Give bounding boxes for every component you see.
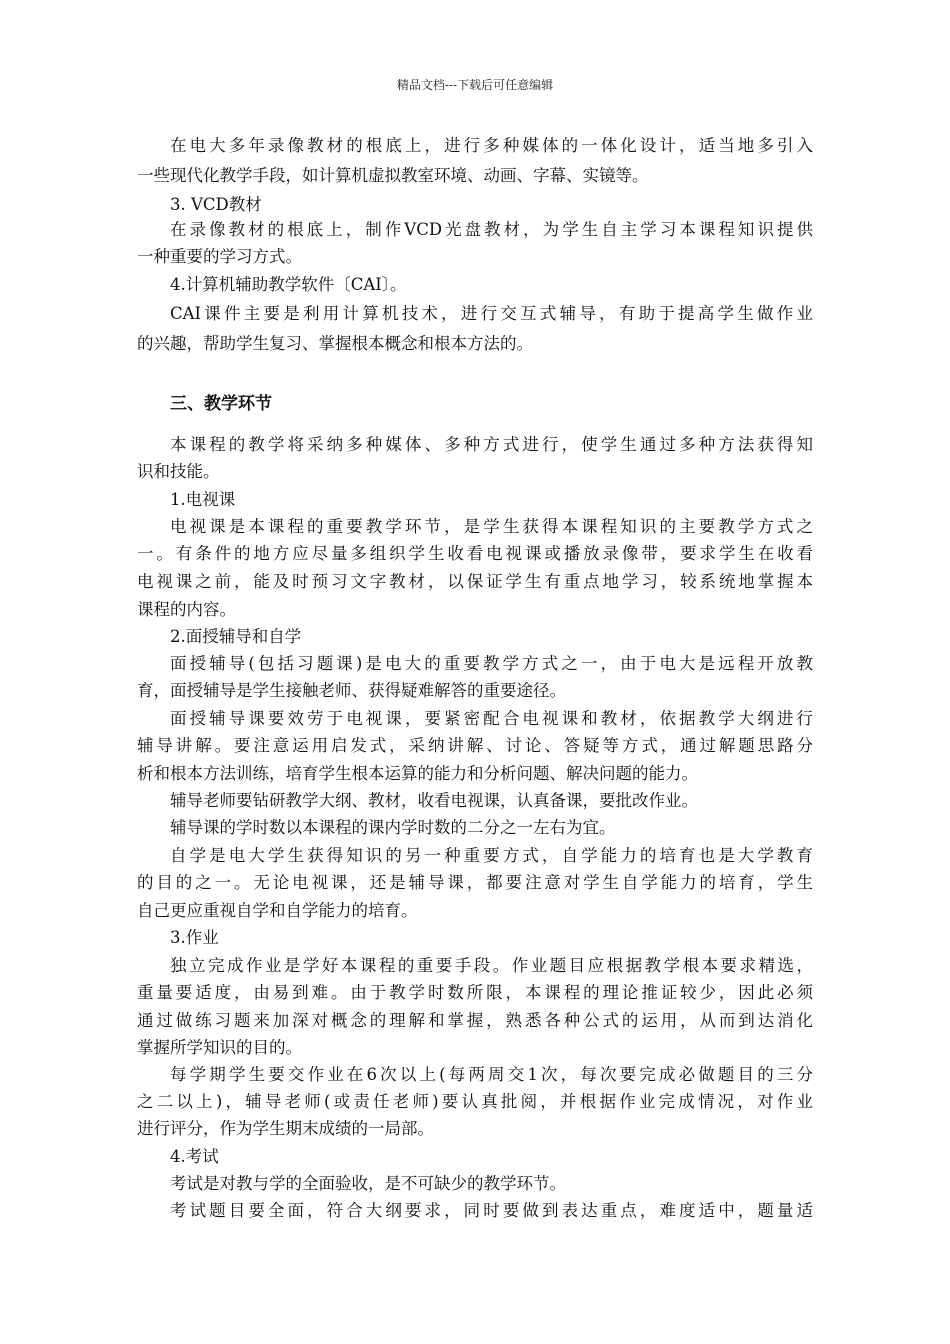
body-line: 电视课是本课程的重要教学环节，是学生获得本课程知识的主要教学方式之 — [170, 517, 813, 536]
body-line: 的目的之一。无论电视课，还是辅导课，都要注意对学生自学能力的培育，学生 — [137, 873, 813, 892]
body-line: 掌握所学知识的目的。 — [137, 1038, 302, 1057]
body-line: 一。有条件的地方应尽量多组织学生收看电视课或播放录像带，要求学生在收看 — [137, 544, 813, 563]
subheading: 2.面授辅导和自学 — [170, 627, 302, 646]
body-line: 在电大多年录像教材的根底上，进行多种媒体的一体化设计，适当地多引入 — [170, 136, 813, 155]
body-line: 本课程的教学将采纳多种媒体、多种方式进行，使学生通过多种方法获得知 — [170, 435, 813, 454]
body-line: 识和技能。 — [137, 462, 220, 481]
body-line: 一些现代化教学手段，如计算机虚拟教室环境、动画、字幕、实镜等。 — [137, 166, 649, 185]
body-line: 的兴趣，帮助学生复习、掌握根本概念和根本方法的。 — [137, 334, 533, 353]
body-line: CAI课件主要是利用计算机技术，进行交互式辅导，有助于提高学生做作业 — [170, 304, 813, 323]
body-line: 独立完成作业是学好本课程的重要手段。作业题目应根据教学根本要求精选， — [170, 956, 813, 975]
subheading: 1.电视课 — [170, 490, 236, 509]
body-line: 辅导老师要钻研教学大纲、教材，收看电视课，认真备课，要批改作业。 — [170, 791, 698, 810]
body-line: 重量要适度，由易到难。由于教学时数所限，本课程的理论推证较少，因此必须 — [137, 983, 813, 1002]
subheading: 4.考试 — [170, 1147, 219, 1166]
subheading: 4.计算机辅助教学软件〔CAI〕。 — [170, 275, 407, 294]
body-line: 面授辅导课要效劳于电视课，要紧密配合电视课和教材，依据教学大纲进行 — [170, 709, 813, 728]
body-line: 辅导讲解。要注意运用启发式，采纳讲解、讨论、答疑等方式，通过解题思路分 — [137, 736, 813, 755]
section-heading: 三、教学环节 — [170, 394, 272, 414]
body-line: 通过做练习题来加深对概念的理解和掌握，熟悉各种公式的运用，从而到达消化 — [137, 1011, 813, 1030]
page-header: 精品文档---下载后可任意编辑 — [396, 78, 554, 92]
body-line: 课程的内容。 — [137, 600, 236, 619]
body-line: 之二以上)，辅导老师(或责任老师)要认真批阅，并根据作业完成情况，对作业 — [137, 1092, 813, 1111]
body-line: 析和根本方法训练，培育学生根本运算的能力和分析问题、解决问题的能力。 — [137, 764, 698, 783]
body-line: 每学期学生要交作业在6次以上(每两周交1次，每次要完成必做题目的三分 — [170, 1065, 813, 1084]
body-line: 电视课之前，能及时预习文字教材，以保证学生有重点地学习，较系统地掌握本 — [137, 572, 813, 591]
body-line: 进行评分，作为学生期末成绩的一局部。 — [137, 1119, 434, 1138]
body-line: 一种重要的学习方式。 — [137, 247, 302, 266]
body-line: 育，面授辅导是学生接触老师、获得疑难解答的重要途径。 — [137, 681, 566, 700]
body-line: 自己更应重视自学和自学能力的培育。 — [137, 901, 418, 920]
body-line: 考试题目要全面，符合大纲要求，同时要做到表达重点，难度适中，题量适 — [170, 1201, 813, 1220]
subheading: 3. VCD教材 — [170, 195, 262, 214]
body-line: 在录像教材的根底上，制作VCD光盘教材，为学生自主学习本课程知识提供 — [170, 220, 813, 239]
body-line: 辅导课的学时数以本课程的课内学时数的二分之一左右为宜。 — [170, 818, 616, 837]
body-line: 考试是对教与学的全面验收，是不可缺少的教学环节。 — [170, 1174, 566, 1193]
body-line: 自学是电大学生获得知识的另一种重要方式，自学能力的培育也是大学教育 — [170, 846, 813, 865]
body-line: 面授辅导(包括习题课)是电大的重要教学方式之一，由于电大是远程开放教 — [170, 654, 813, 673]
subheading: 3.作业 — [170, 928, 219, 947]
